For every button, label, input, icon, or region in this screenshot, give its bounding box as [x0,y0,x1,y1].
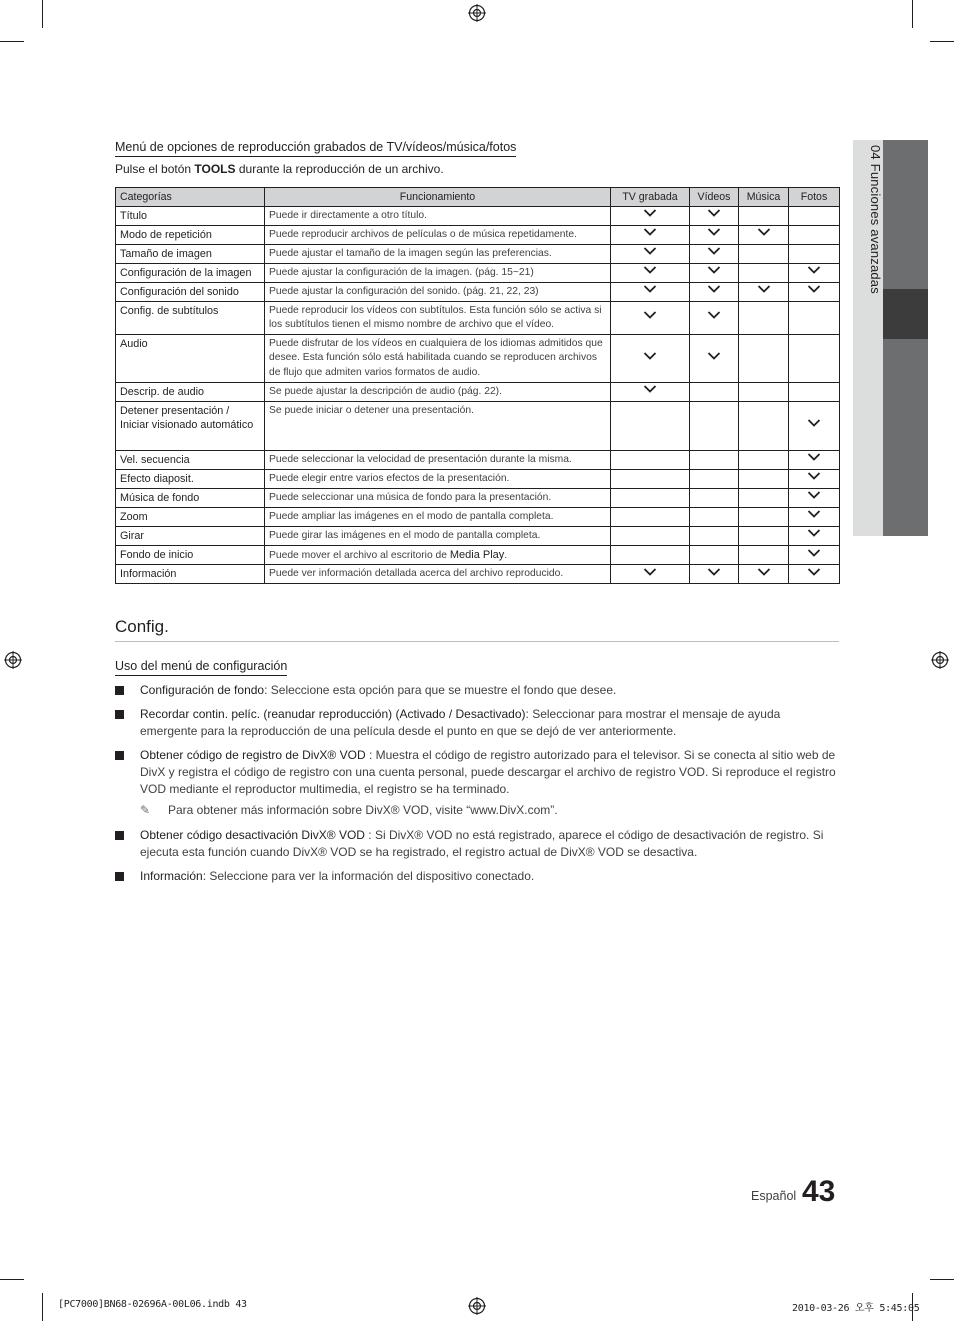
check-chevron-icon [807,548,821,558]
row-check-videos [690,545,739,565]
header-funcionamiento: Funcionamiento [265,188,611,207]
check-chevron-icon [707,246,721,256]
check-chevron-icon [643,246,657,256]
row-check-musica [739,225,789,244]
section-subtitle: Pulse el botón TOOLS durante la reproducción de un archivo. [115,162,444,176]
check-chevron-icon [807,509,821,519]
row-check-fotos [789,526,840,545]
note [140,803,558,817]
row-check-videos [690,282,739,301]
config-subheading: Uso del menú de configuración [115,659,287,676]
row-check-tv [611,565,690,584]
row-check-fotos [789,401,840,450]
section-title: Menú de opciones de reproducción grabados de TV/vídeos/música/fotos [115,140,516,157]
row-check-tv [611,545,690,565]
row-check-fotos [789,382,840,401]
crop-mark [0,1279,24,1280]
table-row [116,469,840,488]
row-category: Zoom [116,507,265,526]
registration-mark-icon [4,651,22,669]
row-description: Puede ver información detallada acerca del archivo reproducido. [265,565,611,584]
row-check-videos [690,244,739,263]
crop-mark [42,0,43,28]
check-chevron-icon [807,567,821,577]
bullet-square-icon [115,686,124,695]
check-chevron-icon [757,227,771,237]
check-chevron-icon [807,265,821,275]
check-chevron-icon [707,227,721,237]
row-check-tv [611,526,690,545]
check-chevron-icon [643,265,657,275]
row-check-videos [690,225,739,244]
check-chevron-icon [807,490,821,500]
row-description: Puede elegir entre varios efectos de la presentación. [265,469,611,488]
row-check-fotos [789,263,840,282]
table-row [116,301,840,334]
table-row [116,263,840,282]
row-check-musica [739,545,789,565]
table-row [116,450,840,469]
row-check-videos [690,263,739,282]
check-chevron-icon [643,567,657,577]
row-category: Efecto diaposit. [116,469,265,488]
check-chevron-icon [807,528,821,538]
row-description: Puede seleccionar la velocidad de presentación durante la misma. [265,450,611,469]
check-chevron-icon [707,351,721,361]
row-check-tv [611,282,690,301]
check-chevron-icon [707,310,721,320]
item-text: : Muestra el código de registro autorizado para el televisor. Si se conecta al sitio web de DivX y registra el código de registro con una cuenta personal, puede descargar el archivo de registro VOD. Si reproduce el registro VOD mediante el reproductor multimedia, el registro se ha terminado. [140,748,836,796]
options-table [115,187,840,584]
row-check-videos [690,507,739,526]
row-category: Vel. secuencia [116,450,265,469]
row-check-videos [690,488,739,507]
crop-mark [42,1293,43,1321]
table-row [116,282,840,301]
row-check-fotos [789,206,840,225]
row-check-musica [739,206,789,225]
check-chevron-icon [707,567,721,577]
registration-mark-icon [468,1297,486,1315]
row-check-fotos [789,565,840,584]
table-row [116,244,840,263]
row-category: Detener presentación / Iniciar visionado automático [116,401,265,450]
row-check-musica [739,334,789,382]
header-musica: Música [739,188,789,207]
row-check-videos [690,526,739,545]
row-check-musica [739,382,789,401]
check-chevron-icon [643,227,657,237]
check-chevron-icon [643,208,657,218]
chapter-label: 04 Funciones avanzadas [868,145,883,294]
row-check-musica [739,469,789,488]
table-body [116,206,840,584]
crop-mark [0,41,24,42]
row-category: Música de fondo [116,488,265,507]
table-row [116,526,840,545]
page-number: 43 [802,1175,836,1208]
header-videos: Vídeos [690,188,739,207]
check-chevron-icon [643,384,657,394]
note-text: Para obtener más información sobre DivX® VOD, visite “www.DivX.com”. [168,803,558,817]
row-category: Girar [116,526,265,545]
item-term: Obtener código de registro de DivX® VOD [140,748,366,762]
bullet-square-icon [115,831,124,840]
table-row [116,488,840,507]
item-term: Configuración de fondo [140,683,265,697]
header-tv-grabada: TV grabada [611,188,690,207]
row-check-fotos [789,488,840,507]
row-check-videos [690,450,739,469]
row-check-tv [611,225,690,244]
row-check-fotos [789,301,840,334]
item-text: : Si DivX® VOD no está registrado, aparece el código de desactivación de registro. Si ejecuta esta función cuando DivX® VOD se ha registrado, el registro actual de DivX® VOD se desactiva. [140,828,824,859]
row-check-tv [611,450,690,469]
row-check-videos [690,401,739,450]
table-row [116,225,840,244]
list-item [115,747,839,798]
table-row [116,545,840,565]
row-category: Fondo de inicio [116,545,265,565]
row-description: Puede ir directamente a otro título. [265,206,611,225]
item-text: : Seleccionar para mostrar el mensaje de ayuda emergente para la reproducción de una película desde el punto en que se dejó de ver anteriormente. [140,707,781,738]
check-chevron-icon [707,208,721,218]
row-check-videos [690,565,739,584]
check-chevron-icon [643,284,657,294]
row-category: Configuración de la imagen [116,263,265,282]
table-row [116,334,840,382]
check-chevron-icon [807,284,821,294]
row-check-fotos [789,545,840,565]
row-description: Se puede iniciar o detener una presentación. [265,401,611,450]
row-check-tv [611,244,690,263]
row-description: Puede ajustar la configuración del sonido. (pág. 21, 22, 23) [265,282,611,301]
language-label: Español [751,1189,797,1203]
row-check-videos [690,206,739,225]
table-row [116,206,840,225]
check-chevron-icon [643,351,657,361]
row-check-tv [611,301,690,334]
row-category: Información [116,565,265,584]
row-description: Puede ajustar la configuración de la imagen. (pág. 15~21) [265,263,611,282]
row-description: Puede ajustar el tamaño de la imagen según las preferencias. [265,244,611,263]
row-check-tv [611,507,690,526]
table-row [116,565,840,584]
item-term: Recordar contin. pelíc. (reanudar reproducción) (Activado / Desactivado) [140,707,526,721]
table-row [116,382,840,401]
row-check-fotos [789,507,840,526]
row-check-fotos [789,469,840,488]
crop-mark [912,0,913,28]
row-check-fotos [789,225,840,244]
row-check-musica [739,565,789,584]
item-term: Información [140,869,203,883]
row-check-tv [611,206,690,225]
check-chevron-icon [643,310,657,320]
bullet-square-icon [115,751,124,760]
row-category: Configuración del sonido [116,282,265,301]
row-check-videos [690,469,739,488]
row-category: Título [116,206,265,225]
list-item [115,682,839,699]
row-check-tv [611,469,690,488]
row-check-videos [690,301,739,334]
row-check-musica [739,282,789,301]
crop-mark [930,1279,954,1280]
row-check-musica [739,488,789,507]
pencil-note-icon: ✎ [140,803,151,817]
list-item [115,868,839,885]
row-description: Puede girar las imágenes en el modo de pantalla completa. [265,526,611,545]
row-check-fotos [789,282,840,301]
check-chevron-icon [757,567,771,577]
file-info: [PC7000]BN68-02696A-00L06.indb 43 [58,1299,247,1310]
row-check-musica [739,401,789,450]
header-fotos: Fotos [789,188,840,207]
table-row [116,507,840,526]
check-chevron-icon [807,471,821,481]
item-term: Obtener código desactivación DivX® VOD [140,828,365,842]
row-description: Puede mover el archivo al escritorio de Media Play. [265,545,611,565]
bullet-square-icon [115,872,124,881]
row-check-musica [739,507,789,526]
list-item [115,706,839,740]
row-check-musica [739,450,789,469]
row-check-tv [611,401,690,450]
list-item [115,827,839,861]
row-check-videos [690,334,739,382]
row-description: Puede reproducir los vídeos con subtítulos. Esta función sólo se activa si los subtítulos tienen el mismo nombre de archivo que el vídeo. [265,301,611,334]
row-description: Puede ampliar las imágenes en el modo de pantalla completa. [265,507,611,526]
chapter-tab-active-marker [883,289,928,339]
row-check-musica [739,263,789,282]
row-check-tv [611,263,690,282]
row-check-tv [611,334,690,382]
registration-mark-icon [931,651,949,669]
row-category: Modo de repetición [116,225,265,244]
header-categorias: Categorías [116,188,265,207]
row-check-musica [739,526,789,545]
row-category: Descrip. de audio [116,382,265,401]
check-chevron-icon [807,418,821,428]
tools-key-label: TOOLS [194,162,236,176]
row-category: Audio [116,334,265,382]
registration-mark-icon [468,4,486,22]
row-description: Se puede ajustar la descripción de audio (pág. 22). [265,382,611,401]
row-description: Puede disfrutar de los vídeos en cualquiera de los idiomas admitidos que desee. Esta función sólo está habilitada cuando se reproducen archivos de flujo que admiten varios formatos de audio. [265,334,611,382]
row-description: Puede seleccionar una música de fondo para la presentación. [265,488,611,507]
table-header-row [116,188,840,207]
row-check-tv [611,488,690,507]
row-check-videos [690,382,739,401]
row-category: Config. de subtítulos [116,301,265,334]
crop-mark [930,41,954,42]
row-description: Puede reproducir archivos de películas o de música repetidamente. [265,225,611,244]
row-check-fotos [789,450,840,469]
check-chevron-icon [807,452,821,462]
row-check-musica [739,244,789,263]
item-text: : Seleccione esta opción para que se muestre el fondo que desee. [264,683,617,697]
check-chevron-icon [707,284,721,294]
row-check-tv [611,382,690,401]
check-chevron-icon [707,265,721,275]
table-row [116,401,840,450]
config-heading: Config. [115,617,839,642]
check-chevron-icon [757,284,771,294]
row-check-musica [739,301,789,334]
row-category: Tamaño de imagen [116,244,265,263]
bullet-square-icon [115,710,124,719]
row-check-fotos [789,334,840,382]
item-text: : Seleccione para ver la información del dispositivo conectado. [202,869,535,883]
row-check-fotos [789,244,840,263]
date-info: 2010-03-26 오후 5:45:05 [792,1303,920,1314]
